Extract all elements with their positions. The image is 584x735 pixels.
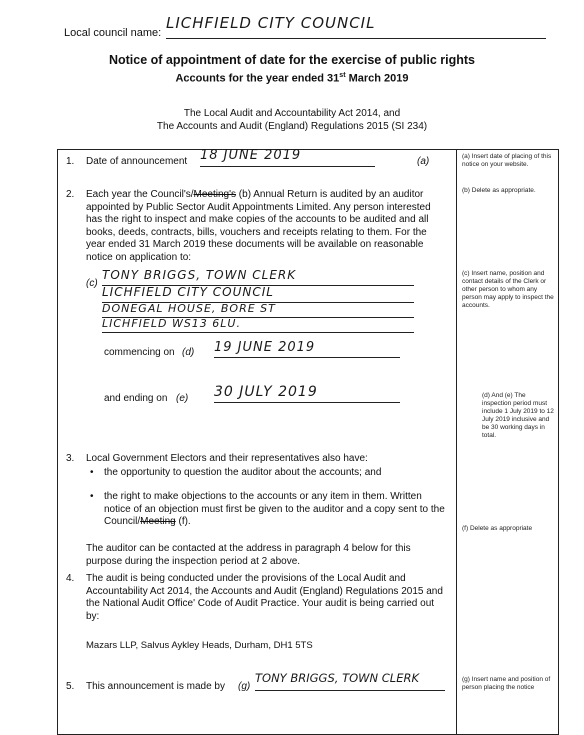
contact-ref: (c)	[86, 278, 98, 289]
subtitle-text: Accounts for the year ended 31	[175, 72, 340, 85]
struck-meeting: Meeting's	[193, 189, 237, 200]
notes-column-divider	[456, 149, 457, 735]
para-text: Each year the Council's/	[86, 189, 194, 200]
council-name-field[interactable]: LICHFIELD CITY COUNCIL	[166, 14, 546, 39]
bullet-text-end: (f).	[175, 516, 191, 527]
bullet-question-auditor: • the opportunity to question the auditor about the accounts; and	[104, 467, 444, 480]
contact-line-1[interactable]: TONY BRIGGS, TOWN CLERK	[102, 268, 414, 286]
contact-line-2[interactable]: LICHFIELD CITY COUNCIL	[102, 285, 414, 303]
contact-line-4[interactable]: LICHFIELD WS13 6LU.	[102, 317, 414, 333]
announcement-by-label: This announcement is made by	[86, 681, 225, 692]
section-3-number: 3.	[66, 453, 75, 464]
note-de: (d) And (e) The inspection period must include 1 July 2019 to 12 July 2019 inclusive and be 30 working days in total.	[482, 392, 554, 439]
commencing-date-field[interactable]: 19 JUNE 2019	[214, 340, 400, 358]
section-4-number: 4.	[66, 573, 75, 584]
auditor-address: Mazars LLP, Salvus Aykley Heads, Durham, DH1 5TS	[86, 640, 313, 651]
date-of-announcement-label: Date of announcement	[86, 156, 188, 167]
para-text-rest: (b) Annual Return is audited by an auditor appointed by Public Sector Audit Appointments Limited. Any person interested has the right to inspect and make copies of the accounts to be audited and all books, deeds, contracts, bills, vouchers and receipts relating to them. For the year ended 31 March 2019 these documents will be available on reasonable notice on application to:	[86, 189, 431, 263]
section-3-intro: Local Government Electors and their representatives also have:	[86, 453, 368, 464]
section-2-paragraph	[86, 189, 448, 264]
ending-ref: (e)	[176, 393, 189, 404]
note-g: (g) Insert name and position of person placing the notice	[462, 676, 551, 691]
auditor-contact-text: The auditor can be contacted at the address in paragraph 4 below for this purpose during the inspection period at 2 above.	[86, 543, 411, 567]
announcer-name-field[interactable]: TONY BRIGGS, TOWN CLERK	[255, 671, 445, 691]
notice-subtitle	[0, 72, 584, 85]
note-f: (f) Delete as appropriate	[462, 525, 533, 532]
bullet-right-to-object	[104, 491, 448, 529]
note-b: (b) Delete as appropriate.	[462, 187, 536, 194]
notice-title: Notice of appointment of date for the exercise of public rights	[108, 53, 475, 67]
act-line-2: The Accounts and Audit (England) Regulations 2015 (SI 234)	[156, 121, 428, 132]
contact-line-3[interactable]: DONEGAL HOUSE, BORE ST	[102, 302, 414, 318]
act-line-1: The Local Audit and Accountability Act 2014, and	[183, 108, 401, 119]
note-c: (c) Insert name, position and contact details of the Clerk or other person to whom any person may apply to inspect the accounts.	[462, 270, 554, 309]
struck-meeting-2: Meeting	[140, 516, 176, 527]
section-4-text: The audit is being conducted under the provisions of the Local Audit and Accountability Act 2014, the Accounts and Audit (England) Regulations 2015 and the National Audit Office' Code of Audit Practice. Your audit is being carried out by:	[86, 573, 443, 622]
council-name-label: Local council name:	[64, 27, 162, 39]
ending-date-field[interactable]: 30 JULY 2019	[214, 384, 400, 403]
bullet-text: the right to make objections to the accounts or any item in them. Written notice of an objection must first be given to the auditor and a copy sent to the Council/	[104, 491, 445, 527]
subtitle-sup: st	[339, 72, 346, 79]
commencing-label: commencing on	[104, 347, 175, 358]
section-1-ref: (a)	[417, 156, 430, 167]
note-a: (a) Insert date of placing of this notice on your website.	[462, 153, 552, 168]
section-1-number: 1.	[66, 156, 75, 167]
commencing-ref: (d)	[182, 347, 195, 358]
ending-label: and ending on	[104, 393, 168, 404]
subtitle-text-end: March 2019	[345, 72, 409, 85]
section-5-number: 5.	[66, 681, 75, 692]
section-2-number: 2.	[66, 189, 75, 200]
section-5-ref: (g)	[238, 681, 251, 692]
announcement-date-field[interactable]: 18 JUNE 2019	[200, 148, 375, 167]
